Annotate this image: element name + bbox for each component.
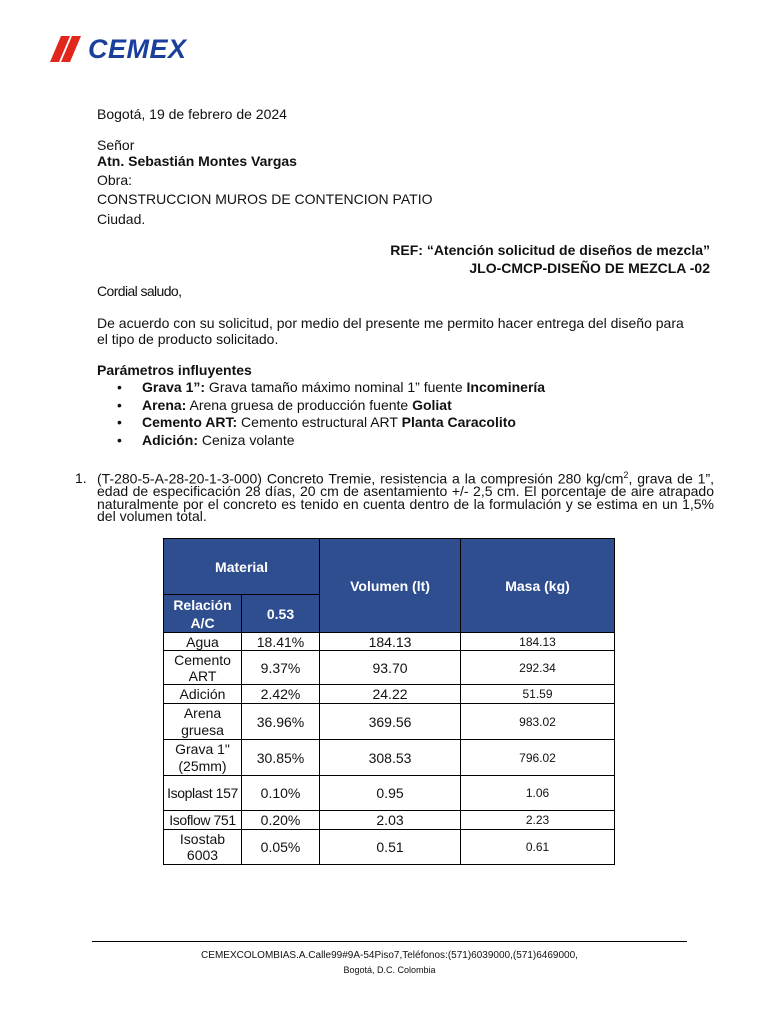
table-row: [164, 685, 615, 704]
footer-divider: [92, 941, 687, 942]
header-ratio-label: Relación A/C: [164, 595, 242, 633]
table-row: [164, 633, 615, 651]
params-title: Parámetros influyentes: [97, 362, 252, 378]
cell-mass: 292.34: [461, 651, 615, 685]
param-source: Planta Caracolito: [401, 414, 516, 430]
param-text: Grava tamaño máximo nominal 1” fuente: [205, 379, 467, 395]
obra-label: Obra:: [97, 172, 133, 188]
header-material: Material: [164, 539, 320, 595]
table-row: [164, 704, 615, 740]
cell-material: Cemento ART: [164, 651, 242, 685]
cell-mass: 0.61: [461, 830, 615, 865]
param-label: Grava 1”:: [142, 379, 206, 395]
cell-percent: 0.10%: [242, 776, 320, 811]
cell-percent: 2.42%: [242, 685, 320, 704]
cell-volume: 308.53: [320, 740, 461, 776]
item-text-a: (T-280-5-A-28-20-1-3-000) Concreto Tremie, resistencia a la compresión 280 kg/cm: [97, 470, 624, 487]
cell-percent: 0.20%: [242, 811, 320, 830]
param-text: Arena gruesa de producción fuente: [186, 396, 413, 413]
table-row: [164, 830, 615, 865]
city-line: Ciudad.: [97, 211, 146, 227]
cell-material: Isoflow 751: [164, 811, 242, 830]
table-row: [164, 776, 615, 811]
param-label: Arena:: [142, 396, 187, 413]
reference-line-1: REF: “Atención solicitud de diseños de mezcla”: [390, 242, 710, 258]
param-label: Adición:: [142, 431, 198, 448]
cell-mass: 983.02: [461, 704, 615, 740]
cell-material: Adición: [164, 685, 242, 704]
obra-value: CONSTRUCCION MUROS DE CONTENCION PATIO: [97, 191, 433, 207]
param-text: Cemento estructural ART: [237, 414, 402, 430]
footer-address: CEMEXCOLOMBIAS.A.Calle99#9A-54Piso7,Teléfonos:(571)6039000,(571)6469000,: [201, 950, 578, 961]
cell-mass: 51.59: [461, 685, 615, 704]
cell-material: Agua: [164, 633, 242, 651]
param-item: [117, 414, 545, 432]
intro-line-1: De acuerdo con su solicitud, por medio del presente me permito hacer entrega del diseño para: [97, 315, 684, 331]
item-number: 1.: [75, 470, 87, 486]
cell-percent: 9.37%: [242, 651, 320, 685]
cell-volume: 24.22: [320, 685, 461, 704]
cemex-logo: [50, 34, 187, 64]
cell-volume: 369.56: [320, 704, 461, 740]
footer-city: Bogotá, D.C. Colombia: [343, 965, 436, 975]
table-row: [164, 811, 615, 830]
salutation: Señor: [97, 137, 135, 153]
cell-percent: 0.05%: [242, 830, 320, 865]
cell-percent: 18.41%: [242, 633, 320, 651]
cell-material: Isostab 6003: [164, 830, 242, 865]
item-description: [97, 469, 714, 523]
item-text-b: , grava de 1”, edad de especificación 28 días, 20 cm de asentamiento +/- 2,5 cm. El porcentaje de aire atrapado naturalmente por el concreto es tenido en cuenta dentro de la formulación y se estima en un 1,5% del volumen total.: [97, 470, 714, 525]
param-text: Ceniza volante: [198, 431, 295, 448]
cemex-logo-text: CEMEX: [88, 33, 187, 64]
date-line: Bogotá, 19 de febrero de 2024: [97, 106, 287, 122]
header-mass: Masa (kg): [461, 539, 615, 633]
cell-volume: 184.13: [320, 633, 461, 651]
param-source: Incominería: [466, 379, 546, 395]
cell-material: Isoplast 157: [164, 776, 242, 811]
cell-percent: 30.85%: [242, 740, 320, 776]
cell-mass: 796.02: [461, 740, 615, 776]
cell-volume: 0.95: [320, 776, 461, 811]
param-item: [117, 397, 545, 415]
reference-line-2: JLO-CMCP-DISEÑO DE MEZCLA -02: [469, 260, 710, 276]
param-label: Cemento ART:: [142, 414, 238, 430]
greeting: Cordial saludo,: [97, 283, 182, 299]
item-text-superscript: 2: [623, 470, 629, 480]
table-row: [164, 740, 615, 776]
cell-volume: 2.03: [320, 811, 461, 830]
cell-mass: 184.13: [461, 633, 615, 651]
mix-design-table: [163, 538, 615, 865]
intro-line-2: el tipo de producto solicitado.: [97, 331, 279, 347]
param-item: [117, 379, 545, 397]
cell-percent: 36.96%: [242, 704, 320, 740]
cell-material: Arena gruesa: [164, 704, 242, 740]
params-list: [117, 379, 545, 449]
cemex-logo-mark-icon: [50, 36, 86, 62]
param-source: Goliat: [412, 396, 452, 413]
attention-line: Atn. Sebastián Montes Vargas: [97, 153, 297, 169]
header-volume: Volumen (lt): [320, 539, 461, 633]
header-ratio-value: 0.53: [242, 595, 320, 633]
cell-mass: 1.06: [461, 776, 615, 811]
cell-volume: 93.70: [320, 651, 461, 685]
cell-volume: 0.51: [320, 830, 461, 865]
table-row: [164, 651, 615, 685]
cell-material: Grava 1" (25mm): [164, 740, 242, 776]
cell-mass: 2.23: [461, 811, 615, 830]
param-item: [117, 432, 545, 450]
